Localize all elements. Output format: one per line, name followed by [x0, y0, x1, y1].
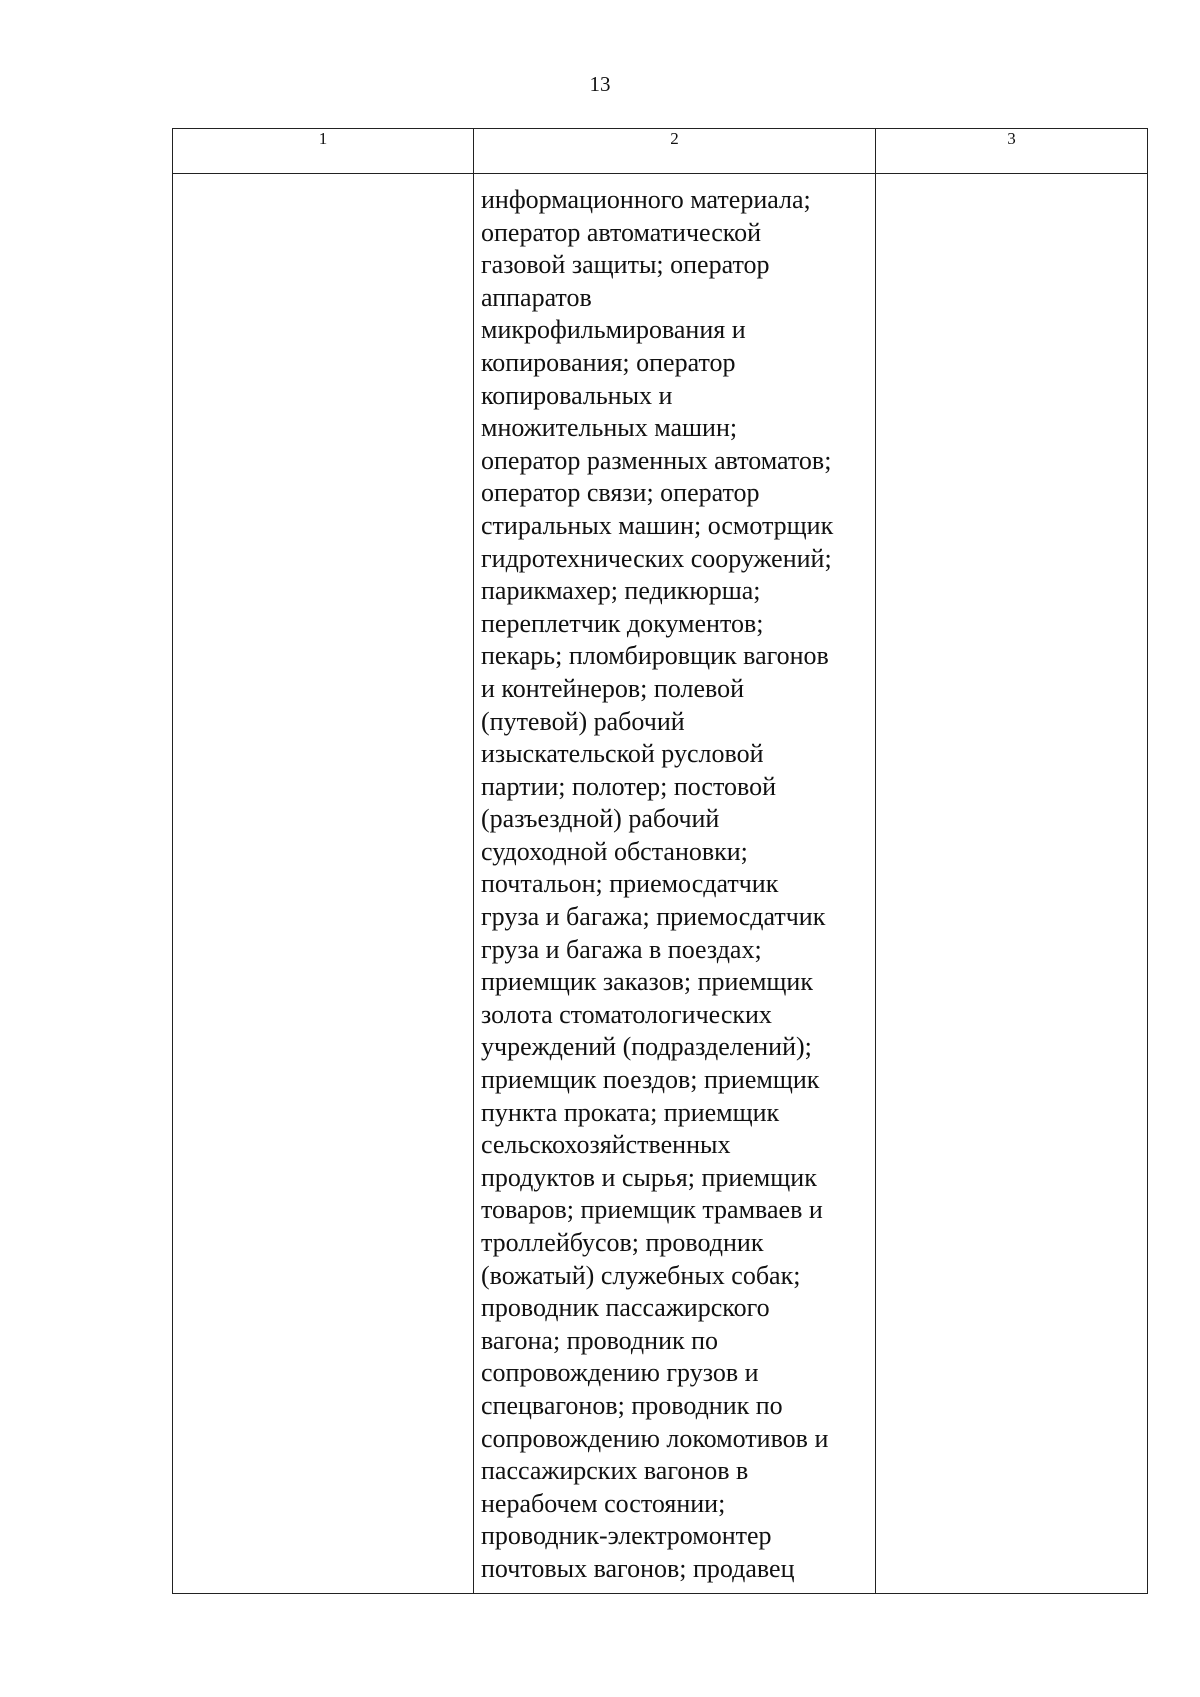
cell-line: золота стоматологических: [481, 999, 772, 1029]
cell-line: партии; полотер; постовой: [481, 771, 776, 801]
column-header-2: 2: [474, 129, 876, 174]
cell-line: груза и багажа в поездах;: [481, 934, 762, 964]
table-cell-col3: [876, 174, 1148, 1594]
cell-line: множительных машин;: [481, 413, 738, 443]
column-header-1: 1: [173, 129, 474, 174]
cell-line: товаров; приемщик трамваев и: [481, 1195, 823, 1225]
cell-line: нерабочем состоянии;: [481, 1488, 726, 1518]
cell-line: сопровождению грузов и: [481, 1358, 759, 1388]
cell-line: груза и багажа; приемосдатчик: [481, 902, 826, 932]
cell-line: сопровождению локомотивов и: [481, 1423, 829, 1453]
cell-line: пассажирских вагонов в: [481, 1456, 749, 1486]
cell-line: почтовых вагонов; продавец: [481, 1553, 795, 1583]
occupations-table: [172, 128, 1148, 1594]
cell-line: гидротехнических сооружений;: [481, 543, 832, 573]
cell-line: вагона; проводник по: [481, 1325, 719, 1355]
cell-line: (путевой) рабочий: [481, 706, 685, 736]
cell-line: оператор автоматической: [481, 217, 761, 247]
page-number: 13: [589, 72, 611, 96]
cell-line: пункта проката; приемщик: [481, 1097, 780, 1127]
cell-line: приемщик поездов; приемщик: [481, 1065, 820, 1095]
cell-line: проводник-электромонтер: [481, 1521, 772, 1551]
cell-line: газовой защиты; оператор: [481, 250, 770, 280]
cell-line: (вожатый) служебных собак;: [481, 1260, 801, 1290]
cell-text-col2: [474, 174, 875, 1586]
cell-line: и контейнеров; полевой: [481, 673, 745, 703]
cell-line: оператор разменных автоматов;: [481, 445, 832, 475]
cell-line: стиральных машин; осмотрщик: [481, 510, 834, 540]
table-header-row: [173, 129, 1148, 174]
cell-line: информационного материала;: [481, 185, 811, 214]
column-header-3: 3: [876, 129, 1148, 174]
table-cell-col2: [474, 174, 876, 1594]
table-cell-col1: [173, 174, 474, 1594]
cell-line: судоходной обстановки;: [481, 836, 748, 866]
table-row: [173, 174, 1148, 1594]
cell-line: микрофильмирования и: [481, 315, 746, 345]
cell-line: аппаратов: [481, 282, 592, 312]
cell-line: оператор связи; оператор: [481, 478, 760, 508]
cell-line: парикмахер; педикюрша;: [481, 576, 761, 606]
cell-line: почтальон; приемосдатчик: [481, 869, 779, 899]
cell-line: учреждений (подразделений);: [481, 1032, 812, 1062]
cell-line: троллейбусов; проводник: [481, 1228, 764, 1257]
cell-line: (разъездной) рабочий: [481, 804, 720, 834]
cell-line: копировальных и: [481, 380, 673, 410]
cell-line: сельскохозяйственных: [481, 1130, 731, 1160]
cell-line: продуктов и сырья; приемщик: [481, 1162, 817, 1192]
cell-line: приемщик заказов; приемщик: [481, 967, 813, 997]
cell-line: переплетчик документов;: [481, 608, 764, 638]
cell-line: изыскательской русловой: [481, 739, 764, 769]
cell-line: спецвагонов; проводник по: [481, 1390, 783, 1420]
cell-line: проводник пассажирского: [481, 1293, 770, 1323]
cell-line: копирования; оператор: [481, 347, 736, 377]
cell-line: пекарь; пломбировщик вагонов: [481, 641, 829, 671]
